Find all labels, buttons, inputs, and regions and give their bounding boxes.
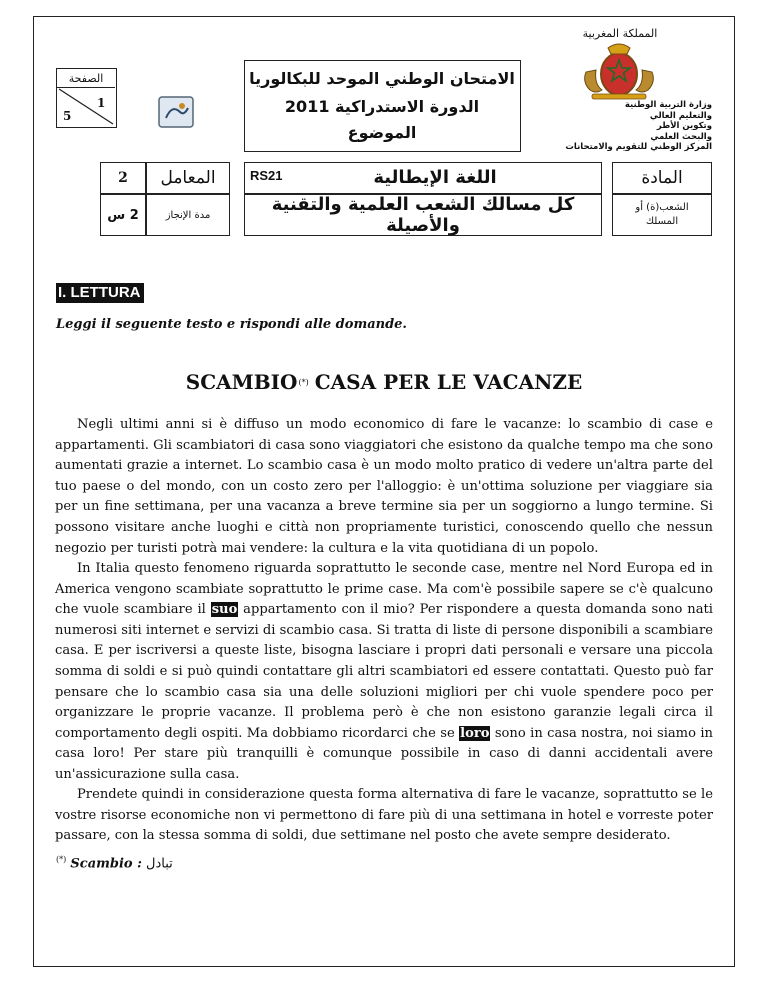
subject-label: المادة — [641, 168, 683, 188]
article-title — [56, 370, 712, 394]
ministry-line: وزارة التربية الوطنية — [624, 100, 712, 110]
coefficient-label-box — [146, 162, 230, 194]
instruction-text: Leggi il seguente testo e rispondi alle domande. — [56, 317, 407, 332]
footnote — [56, 855, 173, 871]
highlighted-word-loro: loro — [460, 725, 490, 741]
duration-label: مدة الإنجاز — [165, 209, 211, 221]
highlighted-word-suo: suo — [211, 602, 238, 618]
exam-code: RS21 — [250, 168, 283, 183]
page-label: الصفحة — [57, 69, 115, 88]
subject-box — [244, 162, 602, 194]
footnote-ref: (*) — [298, 377, 309, 387]
coefficient-label: المعامل — [160, 168, 216, 188]
footnote-term: Scambio : — [70, 856, 142, 872]
exam-logo-icon — [158, 96, 194, 128]
section-title: I. LETTURA — [56, 283, 144, 303]
ministry-line: وتكوين الأطر — [656, 121, 712, 131]
paragraph-2-part-c: sono in casa nostra, noi siamo in casa loro! Per stare più tranquilli è comunque possibile in caso di danni accidentali avere un'assicurazione sulla casa. — [55, 725, 713, 782]
kingdom-label: المملكة المغربية — [582, 27, 658, 40]
branches-box — [244, 194, 602, 236]
footnote-translation: تبادل — [146, 856, 173, 872]
branches-label: الشعب(ة) أو المسلك — [635, 202, 689, 227]
royal-emblem — [578, 42, 660, 100]
paragraph-2-part-b: appartamento con il mio? Per rispondere a questa domanda sono nati numerosi siti internet e servizi di scambio casa. Si tratta di liste di persone disponibili a scambiare casa. E per iscriversi a queste liste, bisogna lasciare i propri dati personali e versare una piccola somma di soldi e si può quindi contattare gli altri scambiatori ed essere contattati. Questo può far pensare che lo scambio casa sia una delle soluzioni migliori per chi vuole spendere poco per organizzare le proprie vacanze. Il problema però è che non esistono garanzie legali circa il comportamento degli ospiti. Ma dobbiamo ricordarci che se — [55, 602, 713, 741]
page-number-box — [56, 68, 117, 128]
page-current: 1 — [97, 96, 106, 110]
exam-title-line3: الموضوع — [347, 123, 417, 142]
exam-title-line2: الدورة الاستدراكية 2011 — [284, 97, 480, 116]
ministry-line: والتعليم العالي — [649, 110, 712, 121]
duration-value: 2 س — [107, 207, 139, 223]
exam-title-line1: الامتحان الوطني الموحد للبكالوريا — [249, 69, 515, 88]
subject-label-box — [612, 162, 712, 194]
paragraph-1: Negli ultimi anni si è diffuso un modo economico di fare le vacanze: lo scambio di case e appartamenti. Gli scambiatori di casa sono viaggiatori che esistono da qualche tempo ma che sono aumentati grazie a internet. Lo scambio casa è un modo molto pratico di vedere un'altra parte del tuo paese o del mondo, con un costo zero per l'alloggio: è un'ottima soluzione per viaggiare sia per un fine settimana, per una vacanza a breve termine sia per un soggiorno a lungo termine. Si possono visitare anche luoghi e città non propriamente turistici, conoscendo quello che nessun negozio per turisti potrà mai vendere: la cultura e la vita quotidiana di un popolo. — [55, 417, 713, 556]
branches-label-box — [612, 194, 712, 236]
ministry-block — [540, 100, 712, 153]
ministry-line: والبحث العلمي — [650, 131, 712, 142]
subject-name: اللغة الإيطالية — [373, 167, 497, 188]
page-total: 5 — [63, 109, 72, 123]
ministry-center: المركز الوطني للتقويم والامتحانات — [565, 142, 712, 152]
paragraph-2 — [55, 559, 713, 786]
paragraph-3: Prendete quindi in considerazione questa forma alternativa di fare le vacanze, soprattutto se le vostre risorse economiche non vi permettono di fare più di una settimana in hotel e vorreste poter passare, con la stessa somma di soldi, due settimane nel posto che avete sempre desiderato. — [55, 787, 713, 844]
branches-text: كل مسالك الشعب العلمية والتقنية والأصيلة — [271, 194, 575, 236]
duration-label-box — [146, 194, 230, 236]
coefficient-value-box — [100, 162, 146, 194]
exam-title-box — [244, 60, 521, 152]
article-title-part2: CASA PER LE VACANZE — [314, 370, 583, 394]
duration-value-box — [100, 194, 146, 236]
article-title-part1: SCAMBIO — [185, 370, 298, 394]
coefficient-value: 2 — [118, 170, 128, 186]
footnote-marker: (*) — [56, 855, 67, 864]
paragraph-2-part-a: In Italia questo fenomeno riguarda soprattutto le seconde case, mentre nel Nord Europa ed in America vengono scambiate soprattutto le prime case. Ma com'è possibile sapere se c'è qualcuno che vuole scambiare il — [55, 561, 713, 618]
